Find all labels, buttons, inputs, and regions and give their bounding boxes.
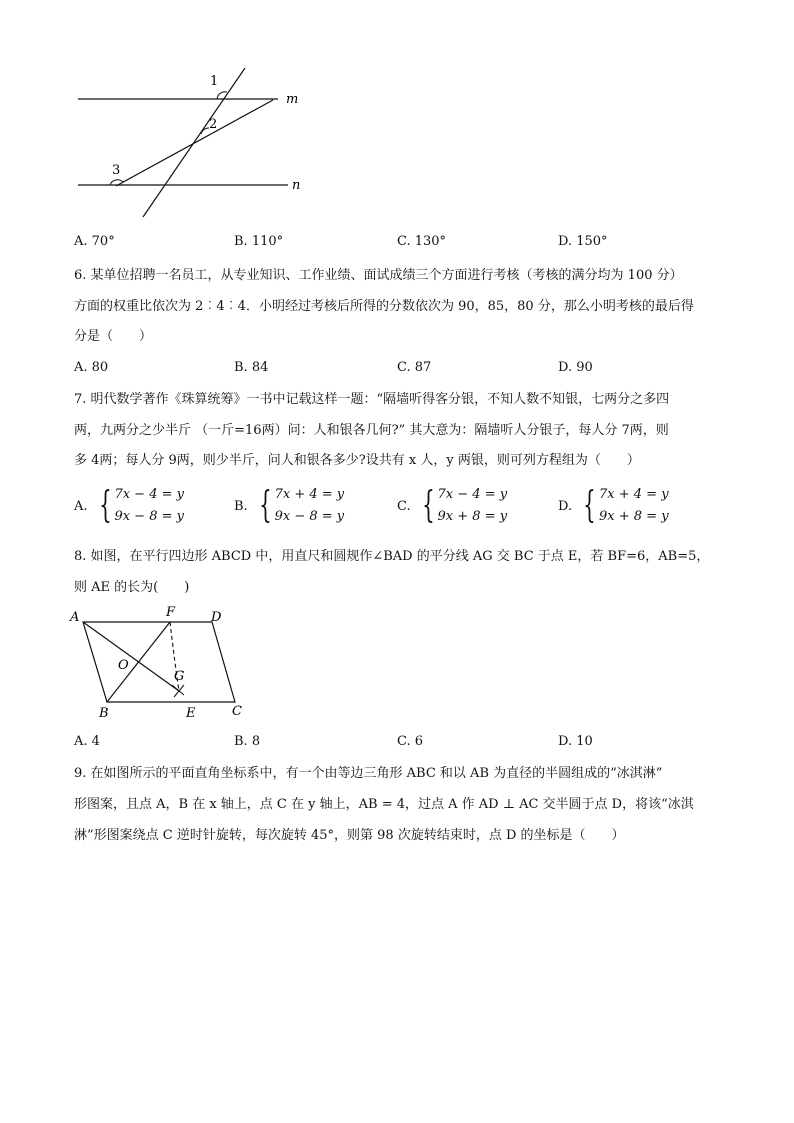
segment-af bbox=[83, 622, 179, 691]
q6-option-c: C. 87 bbox=[397, 360, 432, 375]
fig8-label-c: C bbox=[232, 704, 242, 719]
fig8-label-o: O bbox=[118, 658, 129, 673]
q8-figure bbox=[66, 603, 256, 725]
q7-option-c-eq2: 9x + 8 = y bbox=[437, 509, 508, 524]
fig8-label-e: E bbox=[186, 706, 196, 721]
q7-option-d-label: D. bbox=[558, 498, 573, 514]
angle-2-arc bbox=[201, 128, 209, 134]
q7-option-a-eq2: 9x − 8 = y bbox=[114, 509, 184, 524]
q8-option-b: B. 8 bbox=[234, 734, 261, 749]
angle-1-arc bbox=[217, 92, 227, 99]
q5-option-c: C. 130° bbox=[397, 234, 447, 249]
q6-stem-line-3: 分是（ ） bbox=[74, 329, 153, 344]
fig8-label-a: A bbox=[70, 610, 80, 625]
q8-stem-line-1: 8. 如图，在平行四边形 ABCD 中，用直尺和圆规作∠BAD 的平分线 AG 交 BC 于点 E，若 BF=6，AB=5， bbox=[74, 549, 710, 564]
q7-stem-line-3: 多 4两；每人分 9两，则少半斤，问人和银各多少?设共有 x 人，y 两银，则可列方程组为（ ） bbox=[74, 453, 640, 468]
q6-stem-line-1: 6. 某单位招聘一名员工，从专业知识、工作业绩、面试成绩三个方面进行考核（考核的满分均为 100 分） bbox=[74, 268, 683, 283]
q6-option-b: B. 84 bbox=[234, 360, 269, 375]
segment-bf bbox=[107, 622, 170, 702]
brace-icon: { bbox=[258, 485, 272, 526]
q7-option-b-eq2: 9x − 8 = y bbox=[274, 509, 345, 524]
q7-option-d-eq1: 7x + 4 = y bbox=[599, 487, 669, 502]
fig8-label-f: F bbox=[166, 605, 176, 620]
q9-stem-line-2: 形图案，且点 A，B 在 x 轴上，点 C 在 y 轴上，AB = 4，过点 A 作 AD ⊥ AC 交半圆于点 D，将该“冰淇 bbox=[74, 797, 694, 812]
parallelogram-abcd bbox=[83, 622, 235, 702]
brace-icon: { bbox=[583, 485, 596, 526]
fig8-label-b: B bbox=[99, 706, 109, 721]
q7-option-c bbox=[397, 484, 507, 528]
fig5-label-m: m bbox=[286, 92, 299, 107]
q5-option-b: B. 110° bbox=[234, 234, 284, 249]
q7-option-d bbox=[558, 484, 669, 528]
transversal-1 bbox=[143, 68, 245, 217]
q5-option-d: D. 150° bbox=[558, 234, 608, 249]
q7-option-b-eq1: 7x + 4 = y bbox=[274, 487, 345, 502]
fig5-label-1: 1 bbox=[210, 74, 219, 89]
q7-option-c-eq1: 7x − 4 = y bbox=[437, 487, 508, 502]
q8-stem-line-2: 则 AE 的长为( ) bbox=[74, 580, 190, 595]
fig5-label-n: n bbox=[292, 178, 301, 193]
fig8-label-g: G bbox=[174, 669, 185, 684]
q8-option-d: D. 10 bbox=[558, 734, 593, 749]
q8-option-a: A. 4 bbox=[74, 734, 100, 749]
brace-icon: { bbox=[421, 485, 435, 526]
brace-icon: { bbox=[98, 485, 112, 526]
q6-option-d: D. 90 bbox=[558, 360, 593, 375]
q7-option-b bbox=[234, 484, 344, 528]
q6-stem-line-2: 方面的权重比依次为 2︰4︰4．小明经过考核后所得的分数依次为 90，85，80 分，那么小明考核的最后得 bbox=[74, 299, 694, 314]
fig8-label-d: D bbox=[211, 610, 222, 625]
arc-mark-2 bbox=[174, 685, 184, 697]
fig5-label-3: 3 bbox=[112, 163, 121, 178]
q7-option-a bbox=[74, 484, 184, 528]
q9-stem-line-1: 9. 在如图所示的平面直角坐标系中，有一个由等边三角形 ABC 和以 AB 为直径的半圆组成的“冰淇淋” bbox=[74, 766, 663, 781]
q7-stem-line-1: 7. 明代数学著作《珠算统筹》一书中记载这样一题：“隔墙听得客分银，不知人数不知银，七两分之多四 bbox=[74, 392, 670, 407]
q6-option-a: A. 80 bbox=[74, 360, 109, 375]
q5-figure bbox=[70, 62, 310, 222]
q7-stem-line-2: 两，九两分之少半斤 （一斤=16两）问：人和银各几何?” 其大意为：隔墙听人分银子，每人分 7两，则 bbox=[74, 423, 669, 438]
angle-3-arc bbox=[110, 180, 123, 185]
q7-option-a-eq1: 7x − 4 = y bbox=[114, 487, 184, 502]
q7-option-b-label: B. bbox=[234, 498, 248, 514]
q7-option-a-label: A. bbox=[74, 498, 88, 514]
q9-stem-line-3: 淋”形图案绕点 C 逆时针旋转，每次旋转 45°，则第 98 次旋转结束时，点 D 的坐标是（ ） bbox=[74, 828, 625, 843]
q7-option-c-label: C. bbox=[397, 498, 411, 514]
transversal-2 bbox=[116, 100, 273, 186]
q8-option-c: C. 6 bbox=[397, 734, 424, 749]
fig5-label-2: 2 bbox=[209, 117, 218, 132]
q7-option-d-eq2: 9x + 8 = y bbox=[599, 509, 669, 524]
q5-option-a: A. 70° bbox=[74, 234, 115, 249]
